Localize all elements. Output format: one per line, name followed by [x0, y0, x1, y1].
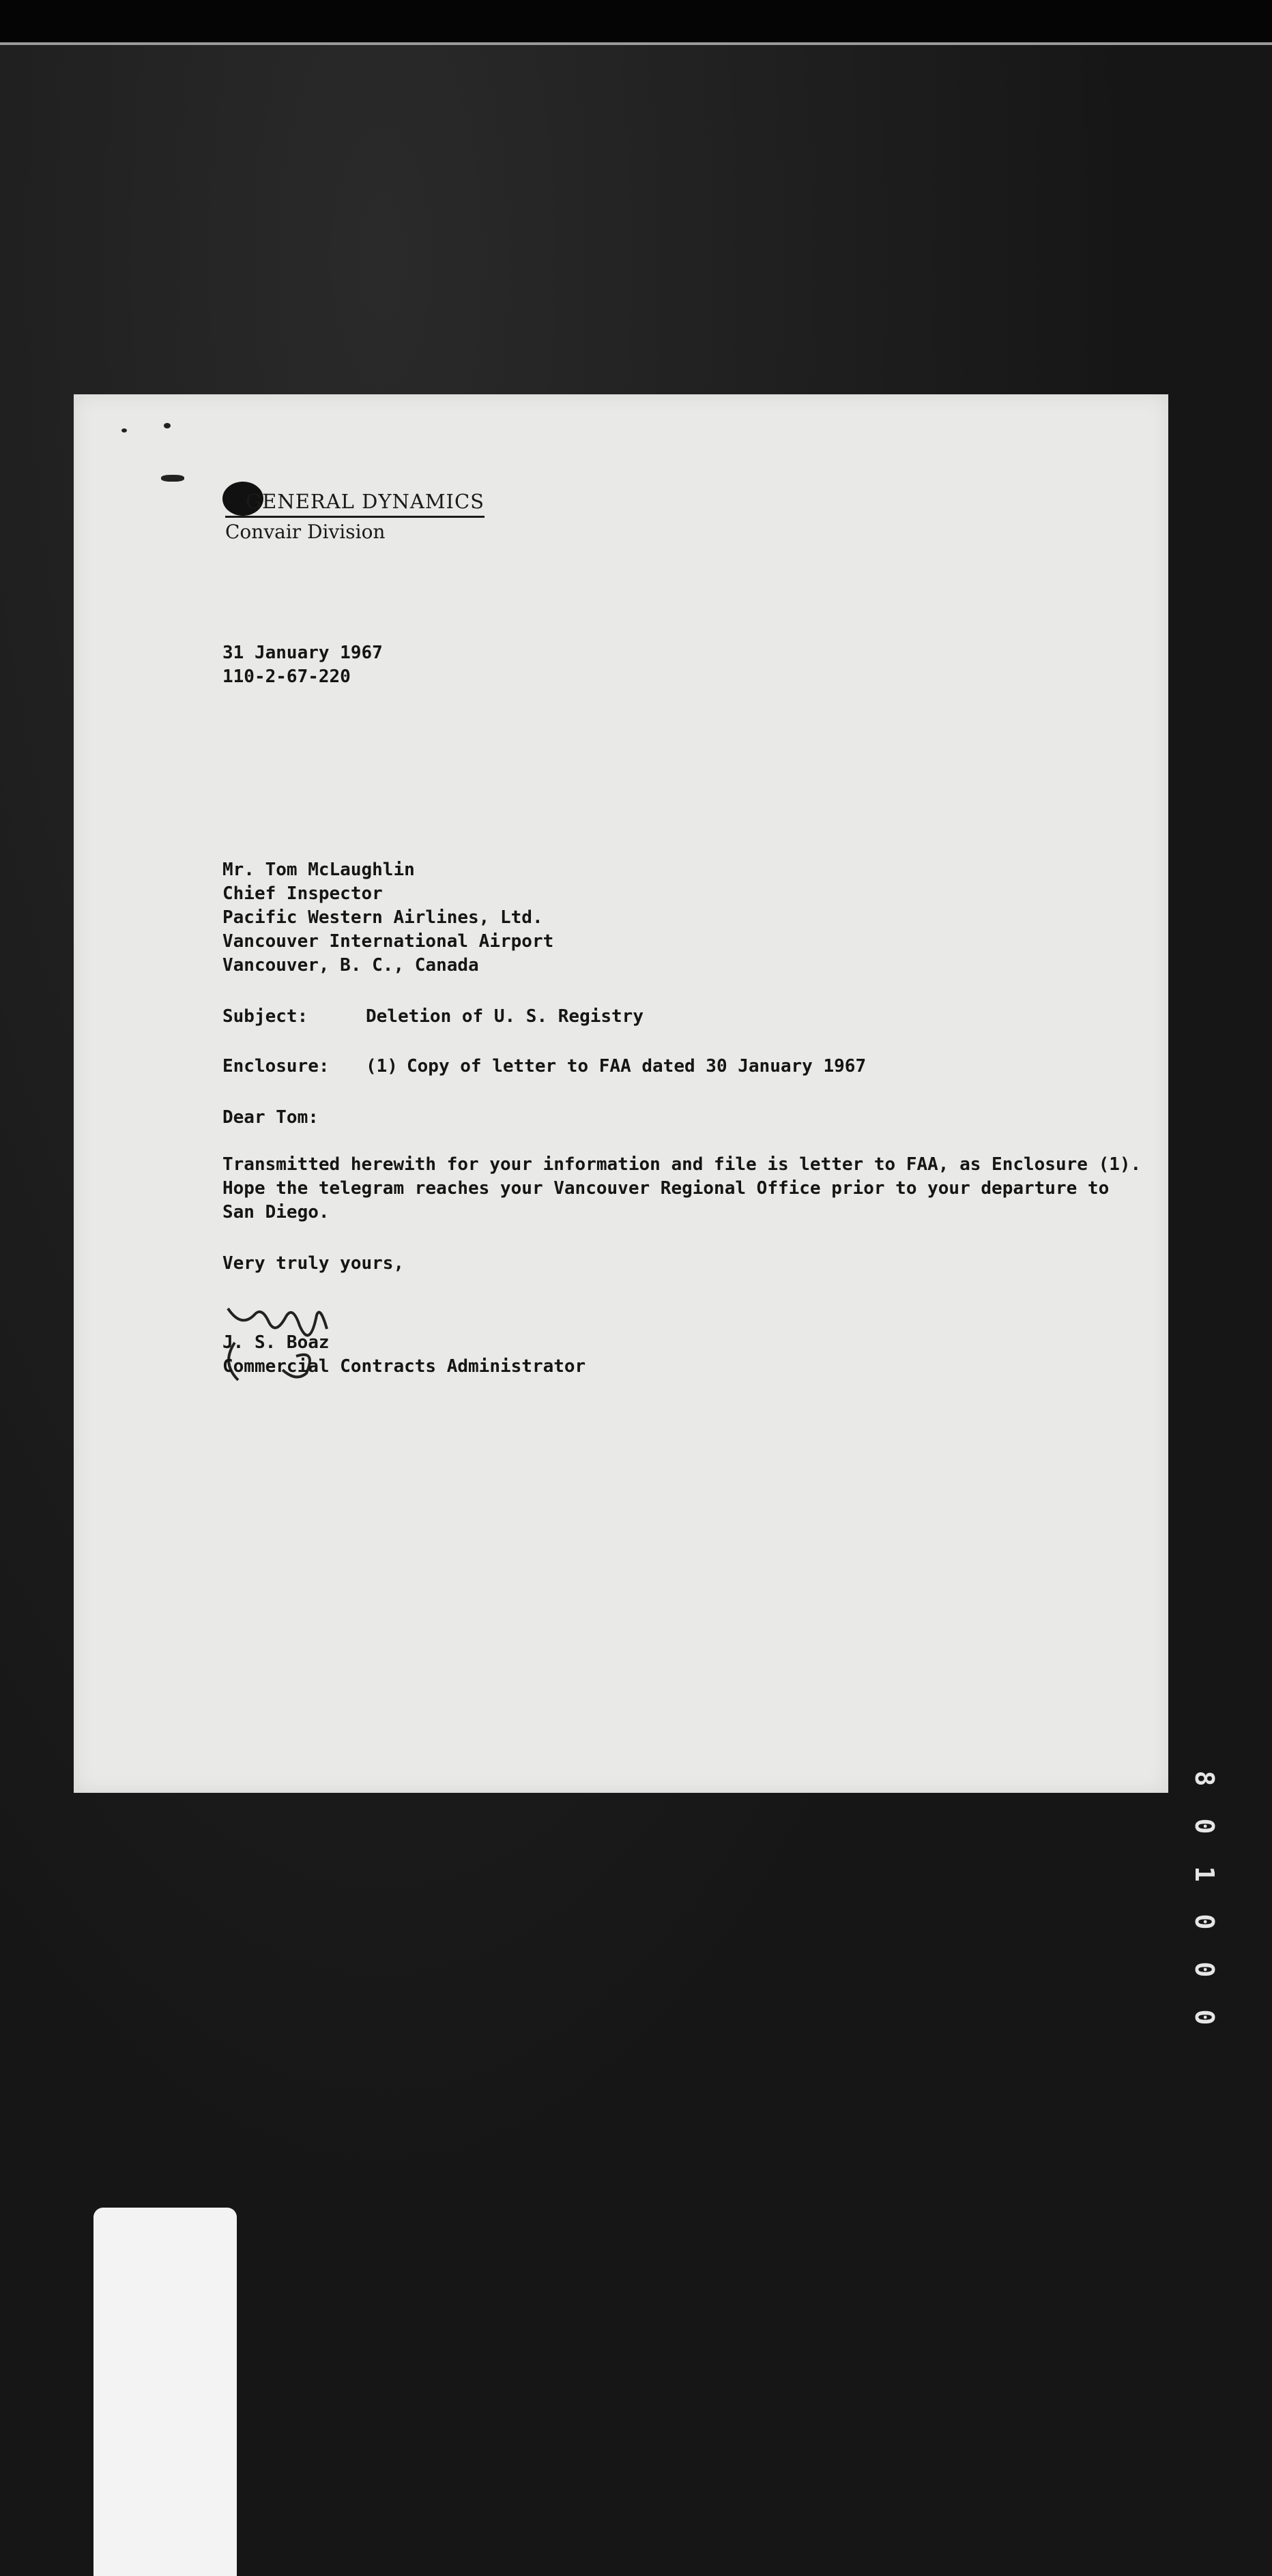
recipient-line: Vancouver International Airport [222, 931, 554, 952]
subject-label: Subject: [222, 1006, 308, 1027]
closing: Very truly yours, [222, 1253, 405, 1274]
film-digit: 0 [1189, 1818, 1219, 1834]
subject-text: Deletion of U. S. Registry [366, 1006, 644, 1027]
signer-block [222, 1331, 586, 1379]
division-name: Convair Division [225, 521, 386, 543]
date-block [222, 641, 383, 689]
speck [161, 475, 184, 482]
signer-name: J. S. Boaz [222, 1332, 330, 1353]
film-leader-tab [93, 2208, 237, 2576]
subject-line [222, 1005, 644, 1029]
body-line: San Diego. [222, 1202, 330, 1223]
recipient-line: Vancouver, B. C., Canada [222, 955, 479, 976]
reference-number: 110-2-67-220 [222, 667, 351, 687]
enclosure-line [222, 1055, 866, 1079]
enclosure-text: Copy of letter to FAA dated 30 January 1967 [407, 1056, 867, 1077]
salutation: Dear Tom: [222, 1107, 319, 1128]
letterhead [225, 490, 485, 543]
body-paragraph [222, 1153, 1141, 1225]
enclosure-number: (1) [366, 1056, 398, 1077]
company-name: GENERAL DYNAMICS [225, 490, 485, 518]
recipient-line: Pacific Western Airlines, Ltd. [222, 907, 543, 928]
recipient-address [222, 858, 553, 978]
speck [121, 428, 127, 433]
film-digit: 8 [1189, 1770, 1219, 1787]
film-digit: 0 [1189, 1914, 1219, 1930]
recipient-line: Mr. Tom McLaughlin [222, 860, 415, 880]
body-line: Hope the telegram reaches your Vancouver Regional Office prior to your departure to [222, 1178, 1110, 1199]
enclosure-label: Enclosure: [222, 1056, 330, 1077]
letter-date: 31 January 1967 [222, 643, 383, 663]
letter-page [74, 394, 1168, 1793]
film-top-edge [0, 0, 1272, 45]
film-frame-number [1153, 1763, 1256, 2036]
film-digit: 0 [1189, 2009, 1219, 2025]
film-digit: 1 [1189, 1866, 1219, 1882]
speck [164, 423, 171, 428]
body-line: Transmitted herewith for your information and file is letter to FAA, as Enclosure (1). [222, 1154, 1142, 1175]
film-digit: 0 [1189, 1961, 1219, 1978]
signer-title: Commercial Contracts Administrator [222, 1356, 586, 1377]
recipient-line: Chief Inspector [222, 883, 383, 904]
